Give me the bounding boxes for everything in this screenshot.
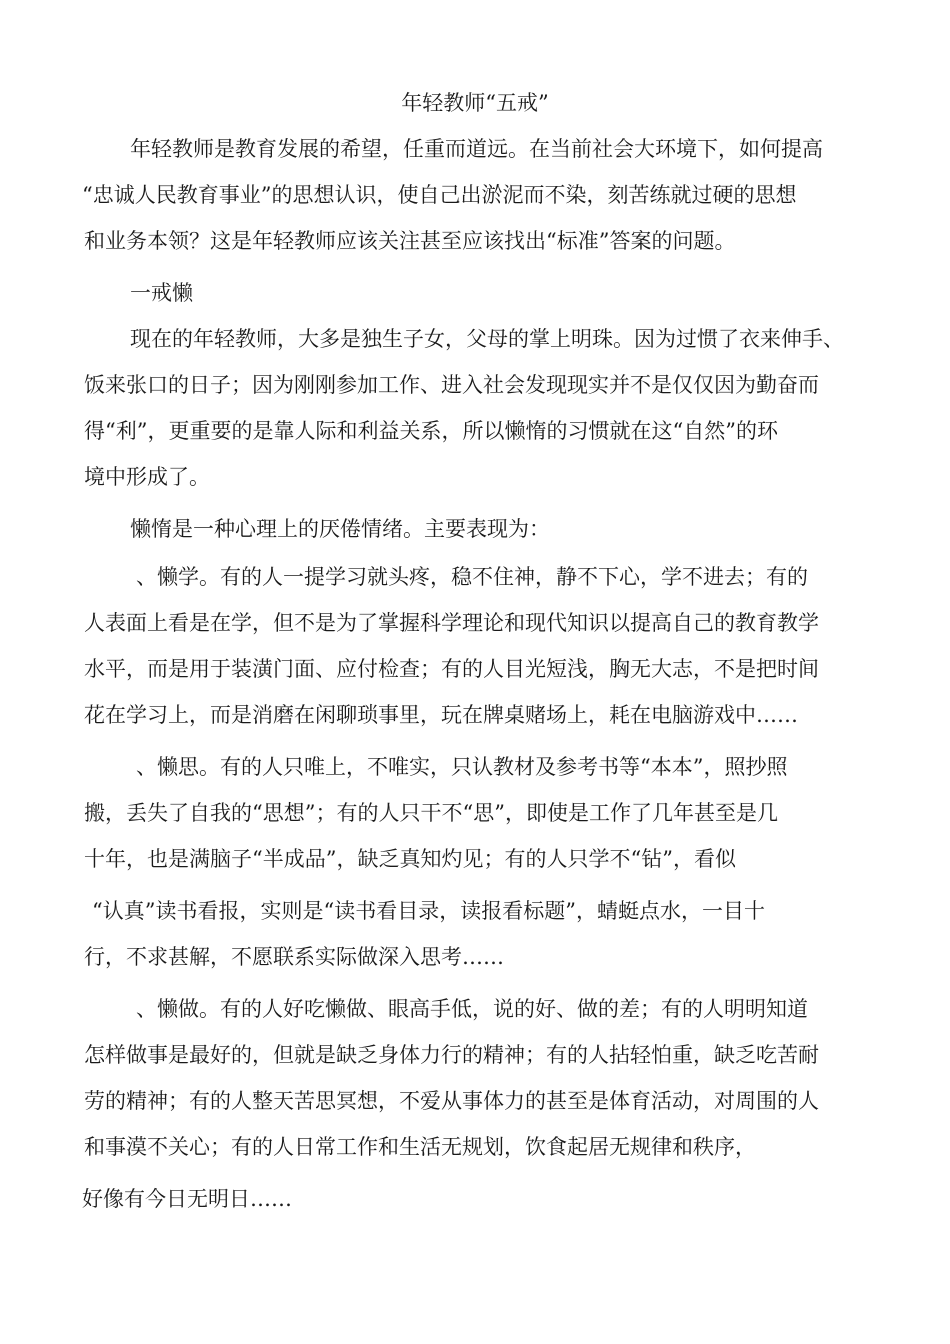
paragraph-line: 搬，丢失了自我的“思想”；有的人只干不“思”，即使是工作了几年甚至是几 xyxy=(84,801,778,825)
document-title: 年轻教师“五戒” xyxy=(401,91,549,115)
paragraph-line: 人表面上看是在学，但不是为了掌握科学理论和现代知识以提高自己的教育教学 xyxy=(84,611,819,635)
paragraph-line: 行，不求甚解，不愿联系实际做深入思考…… xyxy=(84,945,504,969)
paragraph-line: “忠诚人民教育事业”的思想认识，使自己出淤泥而不染，刻苦练就过硬的思想 xyxy=(82,183,797,207)
paragraph-line: 花在学习上，而是消磨在闲聊琐事里，玩在牌桌赌场上，耗在电脑游戏中…… xyxy=(84,703,798,727)
paragraph-line: 年轻教师是教育发展的希望，任重而道远。在当前社会大环境下，如何提高 xyxy=(130,137,823,161)
paragraph-line: 得“利”，更重要的是靠人际和利益关系，所以懒惰的习惯就在这“自然”的环 xyxy=(84,419,778,443)
paragraph-line: 懒惰是一种心理上的厌倦情绪。主要表现为： xyxy=(130,517,550,541)
paragraph-line: 十年，也是满脑子“半成品”，缺乏真知灼见；有的人只学不“钻”，看似 xyxy=(84,847,736,871)
paragraph-line: 现在的年轻教师，大多是独生子女，父母的掌上明珠。因为过惯了衣来伸手、 xyxy=(130,327,844,351)
paragraph-line: 、懒做。有的人好吃懒做、眼高手低，说的好、做的差；有的人明明知道 xyxy=(136,997,808,1021)
paragraph-line: 水平，而是用于装潢门面、应付检查；有的人目光短浅，胸无大志，不是把时间 xyxy=(84,657,819,681)
paragraph-line: 、懒学。有的人一提学习就头疼，稳不住神，静不下心，学不进去；有的 xyxy=(136,565,808,589)
paragraph-line: 境中形成了。 xyxy=(84,465,210,489)
section-heading: 一戒懒 xyxy=(130,281,193,305)
paragraph-line: 和事漠不关心；有的人日常工作和生活无规划，饮食起居无规律和秩序， xyxy=(84,1135,756,1159)
paragraph-line: 饭来张口的日子；因为刚刚参加工作、进入社会发现现实并不是仅仅因为勤奋而 xyxy=(84,373,819,397)
paragraph-line: 和业务本领？这是年轻教师应该关注甚至应该找出“标准”答案的问题。 xyxy=(84,229,736,253)
paragraph-line: 好像有今日无明日…… xyxy=(82,1187,292,1211)
paragraph-line: 怎样做事是最好的，但就是缺乏身体力行的精神；有的人拈轻怕重，缺乏吃苦耐 xyxy=(84,1043,819,1067)
paragraph-line: “认真”读书看报，实则是“读书看目录，读报看标题”，蜻蜓点水，一目十 xyxy=(92,899,765,923)
paragraph-line: 、懒思。有的人只唯上，不唯实，只认教材及参考书等“本本”，照抄照 xyxy=(136,755,788,779)
paragraph-line: 劳的精神；有的人整天苦思冥想，不爱从事体力的甚至是体育活动，对周围的人 xyxy=(84,1089,819,1113)
